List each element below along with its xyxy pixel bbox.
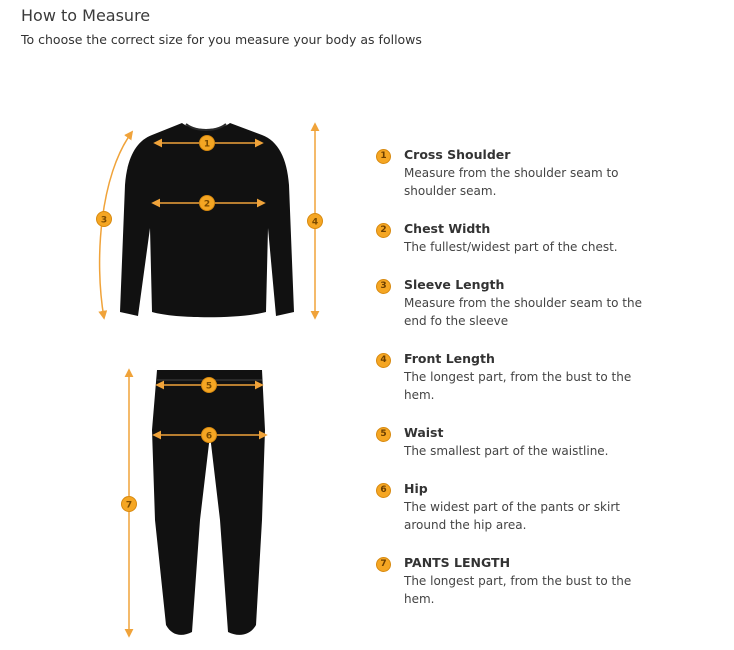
number-badge: 2 — [376, 223, 391, 238]
guide-item-description: Measure from the shoulder seam to the end fo the sleeve — [404, 296, 642, 328]
page-title: How to Measure — [21, 6, 151, 25]
guide-item-description: The longest part, from the bust to the hem. — [404, 370, 632, 402]
pants-illustration — [152, 370, 265, 635]
guide-item-title: Waist — [404, 425, 444, 440]
marker-6 — [202, 428, 217, 443]
number-badge: 3 — [376, 279, 391, 294]
guide-item-description: The widest part of the pants or skirt around the hip area. — [404, 500, 620, 532]
svg-text:5: 5 — [205, 381, 213, 392]
marker-4 — [308, 214, 323, 229]
marker-5 — [202, 378, 217, 393]
number-badge: 4 — [376, 353, 391, 368]
svg-text:3: 3 — [100, 215, 108, 226]
svg-text:1: 1 — [203, 139, 211, 150]
svg-text:7: 7 — [125, 500, 133, 511]
marker-1 — [200, 136, 215, 151]
number-badge: 5 — [376, 427, 391, 442]
guide-item-title: PANTS LENGTH — [404, 555, 511, 570]
number-badge: 1 — [376, 149, 391, 164]
guide-item-title: Sleeve Length — [404, 277, 505, 292]
guide-item-description: Measure from the shoulder seam to shoulder seam. — [404, 166, 619, 198]
guide-item-description: The fullest/widest part of the chest. — [404, 240, 618, 254]
sweater-shape — [120, 123, 294, 317]
guide-item-description: The longest part, from the bust to the hem. — [404, 574, 632, 606]
guide-item-title: Cross Shoulder — [404, 147, 511, 162]
marker-7 — [122, 497, 137, 512]
pants-shape — [152, 370, 265, 635]
guide-item-title: Front Length — [404, 351, 495, 366]
number-badge: 6 — [376, 483, 391, 498]
svg-text:2: 2 — [203, 199, 211, 210]
guide-item-title: Chest Width — [404, 221, 491, 236]
svg-text:4: 4 — [311, 217, 319, 228]
page-subtitle: To choose the correct size for you measure your body as follows — [21, 32, 422, 47]
sweater-illustration — [120, 123, 294, 317]
svg-text:6: 6 — [205, 431, 213, 442]
guide-item-description: The smallest part of the waistline. — [404, 444, 609, 458]
guide-item-title: Hip — [404, 481, 428, 496]
marker-2 — [200, 196, 215, 211]
number-badge: 7 — [376, 557, 391, 572]
marker-3 — [97, 212, 112, 227]
